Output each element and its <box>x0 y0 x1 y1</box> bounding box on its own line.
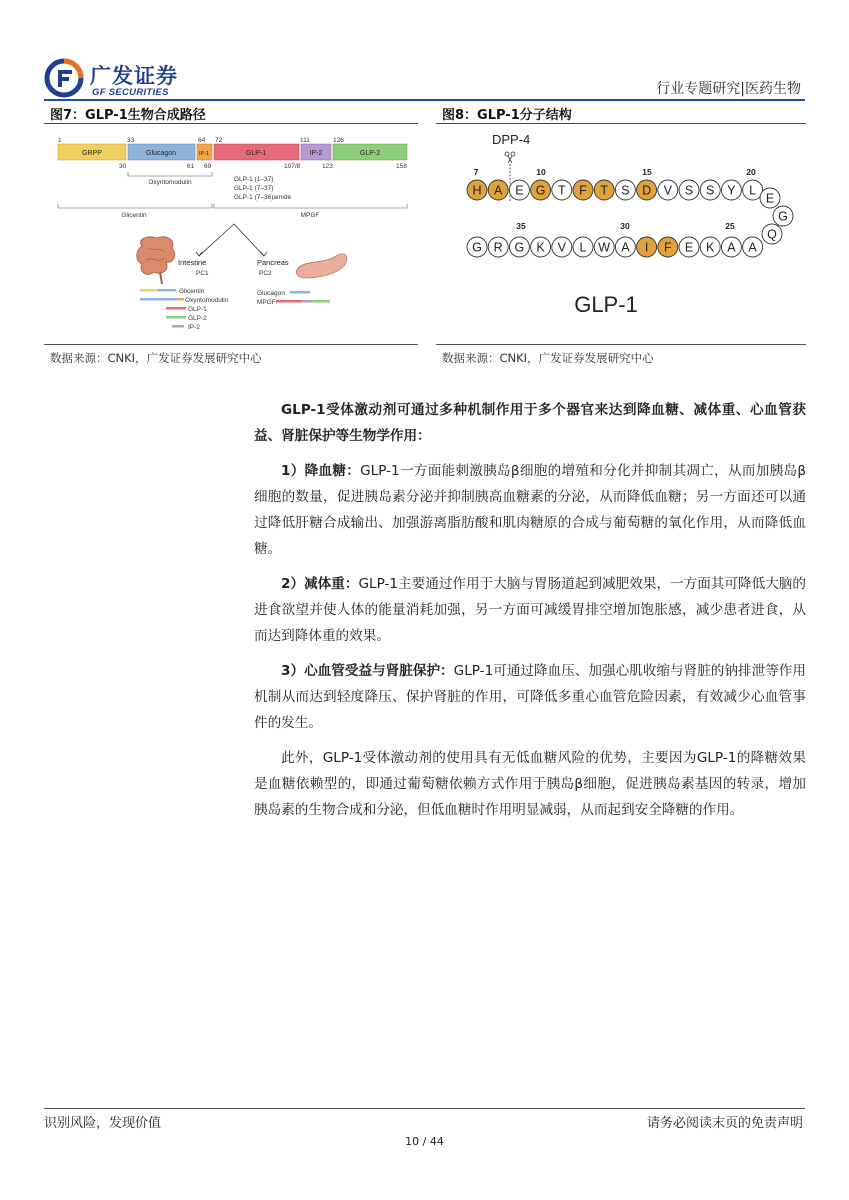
residue-row1-2 <box>509 180 529 200</box>
residue-row2-3 <box>531 237 551 257</box>
footer-slogan: 识别风险，发现价值 <box>44 1116 162 1131</box>
residue-row1-2-letter: E <box>515 183 524 198</box>
residue-number-25: 25 <box>725 221 735 231</box>
residue-row2-5 <box>573 237 593 257</box>
residue-row1-6 <box>594 180 614 200</box>
segment-label-glucagon: Glucagon <box>146 150 176 157</box>
residue-row1-8-letter: D <box>642 183 652 198</box>
residue-row2-12 <box>721 237 741 257</box>
header-divider <box>44 99 805 101</box>
residue-row2-13 <box>743 237 763 257</box>
body-paragraph-2 <box>254 571 806 649</box>
pancreas-product-1: Glucagon <box>257 290 285 297</box>
residue-row1-10-letter: S <box>684 183 694 198</box>
residue-row2-1 <box>488 237 508 257</box>
pos-top-5: 111 <box>300 137 310 144</box>
glp1-form-1: GLP-1 (1–37) <box>234 176 274 183</box>
residue-row2-0-letter: G <box>472 240 482 255</box>
residue-row1-3-letter: G <box>535 183 546 198</box>
residue-row1-8 <box>637 180 657 200</box>
residue-number-30: 30 <box>620 221 630 231</box>
pos-top-3: 64 <box>198 137 206 144</box>
report-section-label: 行业专题研究|医药生物 <box>656 81 801 97</box>
oxyntomodulin-label: Oxyntomodulin <box>148 179 192 186</box>
pos-top-2: 33 <box>127 137 135 144</box>
glp1-form-2: GLP-1 (7–37) <box>234 185 274 192</box>
intestine-product-1: Glicentin <box>179 288 205 295</box>
glp1-label: GLP-1 <box>574 292 638 317</box>
residue-row2-3-letter: K <box>536 240 545 255</box>
residue-row2-12-letter: A <box>727 240 736 255</box>
figure8-source: 数据来源：CNKI，广发证券发展研究中心 <box>442 351 654 365</box>
body-paragraph-1 <box>254 458 806 562</box>
page-number: 10 / 44 <box>405 1135 444 1148</box>
paragraph-1-heading: 1）降血糖： <box>281 463 361 479</box>
amino-acid-chain <box>467 180 793 257</box>
pancreas-label: Pancreas <box>257 258 289 267</box>
pos-top-4: 72 <box>215 137 223 144</box>
pos-bottom-1: 30 <box>119 163 127 170</box>
residue-row1-9 <box>658 180 678 200</box>
paragraph-4-text: 此外，GLP-1受体激动剂的使用具有无低血糖风险的优势，主要因为GLP-1的降糖效果是血糖依赖型的，即通过葡萄糖依赖方式作用于胰岛β细胞，促进胰岛素基因的转录，增加胰岛素的生物合成和分泌，但低血糖时作用明显减弱，从而起到安全降糖的作用。 <box>254 750 806 818</box>
residue-row1-9-letter: V <box>663 183 672 198</box>
residue-turn-2 <box>762 224 782 244</box>
paragraph-1-text: GLP-1一方面能刺激胰岛β细胞的增殖和分化并抑制其凋亡，从而加胰岛β细胞的数量，促进胰岛素分泌并抑制胰高血糖素的分泌，从而降低血糖；另一方面还可以通过降低肝糖合成输出、加强游离脂肪酸和肌肉糖原的合成与葡萄糖的氧化作用，从而降低血糖。 <box>254 463 806 557</box>
residue-number-35: 35 <box>516 221 526 231</box>
residue-turn-1-letter: G <box>778 209 788 224</box>
pc2-label: PC2 <box>259 270 272 277</box>
residue-row1-1-letter: A <box>494 183 503 198</box>
residue-row2-8 <box>637 237 657 257</box>
residue-row2-5-letter: L <box>579 240 587 255</box>
residue-row1-11-letter: S <box>706 183 715 198</box>
residue-turn-2-letter: Q <box>767 227 777 242</box>
figure7-bottom-rule <box>44 344 418 345</box>
intestine-label: Intestine <box>178 258 207 267</box>
residue-row1-6-letter: T <box>600 183 609 198</box>
body-paragraph-3 <box>254 658 806 736</box>
residue-row1-5 <box>573 180 593 200</box>
pos-top-6: 126 <box>333 137 344 144</box>
residue-row1-1 <box>488 180 508 200</box>
figure8-title-rule <box>436 123 806 124</box>
footer-disclaimer-note: 请务必阅读末页的免责声明 <box>646 1116 803 1131</box>
residue-row2-7-letter: A <box>621 240 630 255</box>
dpp4-label: DPP-4 <box>492 132 531 147</box>
residue-turn-0-letter: E <box>765 191 775 206</box>
glicentin-label: Glicentin <box>121 212 147 219</box>
body-paragraph-4 <box>254 745 806 823</box>
logo-english-text: GF SECURITIES <box>92 87 169 98</box>
pos-bottom-3: 69 <box>204 163 212 170</box>
segment-label-grpp: GRPP <box>82 150 102 157</box>
figure7-title-rule <box>44 123 418 124</box>
pos-bottom-6: 158 <box>396 163 407 170</box>
scissors-icon <box>505 152 515 163</box>
mpgf-label: MPGF <box>300 212 320 219</box>
paragraph-3-heading: 3）心血管受益与肾脏保护： <box>281 663 454 679</box>
residue-row1-10 <box>679 180 699 200</box>
residue-row2-1-letter: R <box>493 240 503 255</box>
segment-label-glp1: GLP-1 <box>245 150 267 157</box>
residue-row2-9 <box>658 237 678 257</box>
intestine-product-2: Oxyntomodulin <box>185 297 229 304</box>
residue-row2-2-letter: G <box>514 240 525 255</box>
pancreas-icon <box>296 254 346 278</box>
paragraph-2-heading: 2）减体重： <box>281 576 359 592</box>
body-content <box>254 397 806 832</box>
pancreas-product-2: MPGF <box>257 299 276 306</box>
residue-row2-0 <box>467 237 487 257</box>
segment-label-glp2: GLP-2 <box>359 150 381 157</box>
residue-row2-11 <box>700 237 720 257</box>
residue-row2-10-letter: E <box>684 240 694 255</box>
residue-row2-9-letter: F <box>663 240 672 255</box>
residue-number-20: 20 <box>746 167 756 177</box>
paragraph-2-text: GLP-1主要通过作用于大脑与胃肠道起到减肥效果，一方面其可降低大脑的进食欲望并使人体的能量消耗加强，另一方面可减缓胃排空增加饱胀感，减少患者进食，从而达到降体重的效果。 <box>254 576 806 644</box>
intestine-product-3: GLP-1 <box>188 306 207 313</box>
residue-number-10: 10 <box>536 167 546 177</box>
intestine-product-5: IP-2 <box>188 324 200 331</box>
residue-row1-0 <box>467 180 487 200</box>
residue-turn-0 <box>760 188 780 208</box>
residue-row2-10 <box>679 237 699 257</box>
mpgf-bracket <box>214 204 407 208</box>
company-logo <box>44 58 194 102</box>
glicentin-bracket <box>58 204 212 208</box>
paragraph-3-text: GLP-1可通过降血压、加强心肌收缩与肾脏的钠排泄等作用机制从而达到轻度降压、保护肾脏的作用，可降低多重心血管危险因素，有效减少心血管事件的发生。 <box>254 663 806 731</box>
residue-row1-11 <box>700 180 720 200</box>
pc1-label: PC1 <box>196 270 209 277</box>
residue-row2-4 <box>552 237 572 257</box>
residue-row2-6 <box>594 237 614 257</box>
residue-row1-13-letter: L <box>749 183 757 198</box>
intestine-icon <box>137 237 175 284</box>
residue-number-7: 7 <box>473 167 479 177</box>
processing-arrows <box>199 224 264 256</box>
figure8-molecule-diagram <box>436 126 806 340</box>
figure7-source: 数据来源：CNKI，广发证券发展研究中心 <box>50 351 262 365</box>
body-lead <box>254 397 806 449</box>
residue-row2-11-letter: K <box>706 240 715 255</box>
figure8-title: 图8：GLP-1分子结构 <box>442 108 572 123</box>
pos-top-1: 1 <box>58 137 62 144</box>
intestine-product-4: GLP-2 <box>188 315 207 322</box>
segment-label-ip1: IP-1 <box>198 151 210 157</box>
residue-turn-1 <box>773 206 793 226</box>
residue-row2-6-letter: W <box>598 240 611 255</box>
residue-number-15: 15 <box>642 167 652 177</box>
footer-divider <box>44 1108 805 1109</box>
residue-row1-5-letter: F <box>579 183 587 198</box>
residue-row1-4-letter: T <box>557 183 566 198</box>
body-lead-text: GLP-1受体激动剂可通过多种机制作用于多个器官来达到降血糖、减体重、心血管获益、肾脏保护等生物学作用： <box>254 402 806 444</box>
residue-row1-7 <box>615 180 635 200</box>
glp1-form-3: GLP-1 (7–36)amide <box>234 194 292 201</box>
figure7-biosynthesis-diagram <box>44 128 418 340</box>
pos-bottom-5: 123 <box>322 163 333 170</box>
logo-chinese-text: 广发证券 <box>90 64 178 88</box>
residue-row2-4-letter: V <box>557 240 566 255</box>
residue-row1-12 <box>721 180 741 200</box>
residue-row1-12-letter: Y <box>727 183 736 198</box>
figure8-bottom-rule <box>436 344 806 345</box>
oxyntomodulin-bracket <box>128 172 212 176</box>
segment-label-ip2: IP-2 <box>309 150 323 157</box>
residue-row1-7-letter: S <box>621 183 630 198</box>
logo-mark-icon <box>44 58 84 98</box>
residue-row2-2 <box>509 237 529 257</box>
residue-row1-3 <box>531 180 551 200</box>
residue-row1-0-letter: H <box>472 183 482 198</box>
residue-row1-4 <box>552 180 572 200</box>
residue-row2-8-letter: I <box>644 240 649 255</box>
pos-bottom-4: 107/8 <box>284 163 301 170</box>
pos-bottom-2: 61 <box>187 163 195 170</box>
residue-row2-7 <box>615 237 635 257</box>
figure7-title: 图7：GLP-1生物合成路径 <box>50 108 206 123</box>
residue-row2-13-letter: A <box>748 240 757 255</box>
